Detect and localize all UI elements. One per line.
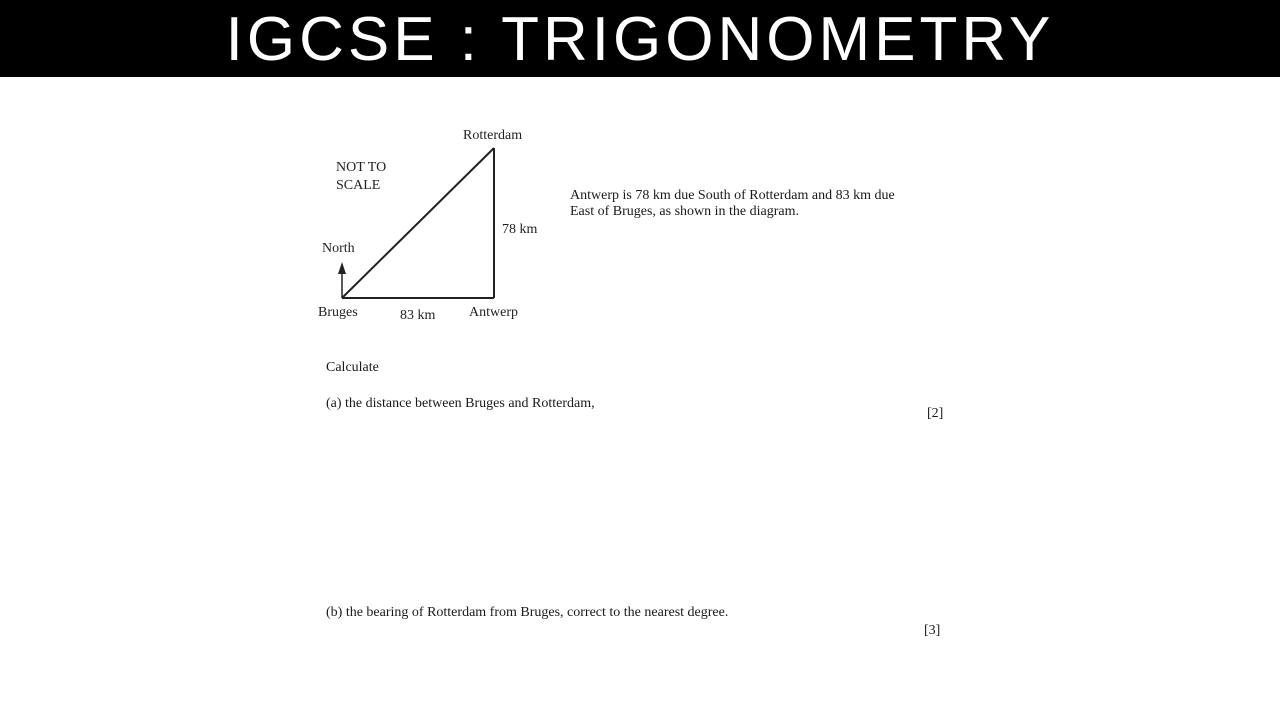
part-b-marks: [3] bbox=[924, 623, 941, 638]
north-arrow-icon bbox=[338, 262, 346, 274]
part-b-text: (b) the bearing of Rotterdam from Bruges, correct to the nearest degree. bbox=[326, 605, 729, 620]
question-description: Antwerp is 78 km due South of Rotterdam and 83 km due East of Bruges, as shown in the diagram. bbox=[570, 188, 895, 219]
label-bruges: Bruges bbox=[318, 305, 358, 320]
label-rotterdam: Rotterdam bbox=[463, 128, 523, 143]
label-not-to-scale-line1: NOT TO bbox=[336, 160, 387, 175]
label-side-vertical: 78 km bbox=[502, 222, 538, 237]
label-antwerp: Antwerp bbox=[469, 305, 518, 320]
label-north: North bbox=[322, 241, 355, 256]
instruction-text: Calculate bbox=[326, 360, 379, 375]
slide-title: IGCSE : TRIGONOMETRY bbox=[0, 0, 1280, 77]
part-a-text: (a) the distance between Bruges and Rotterdam, bbox=[326, 396, 595, 411]
label-not-to-scale-line2: SCALE bbox=[336, 178, 381, 193]
label-side-horizontal: 83 km bbox=[400, 308, 436, 323]
part-a-marks: [2] bbox=[927, 406, 944, 421]
